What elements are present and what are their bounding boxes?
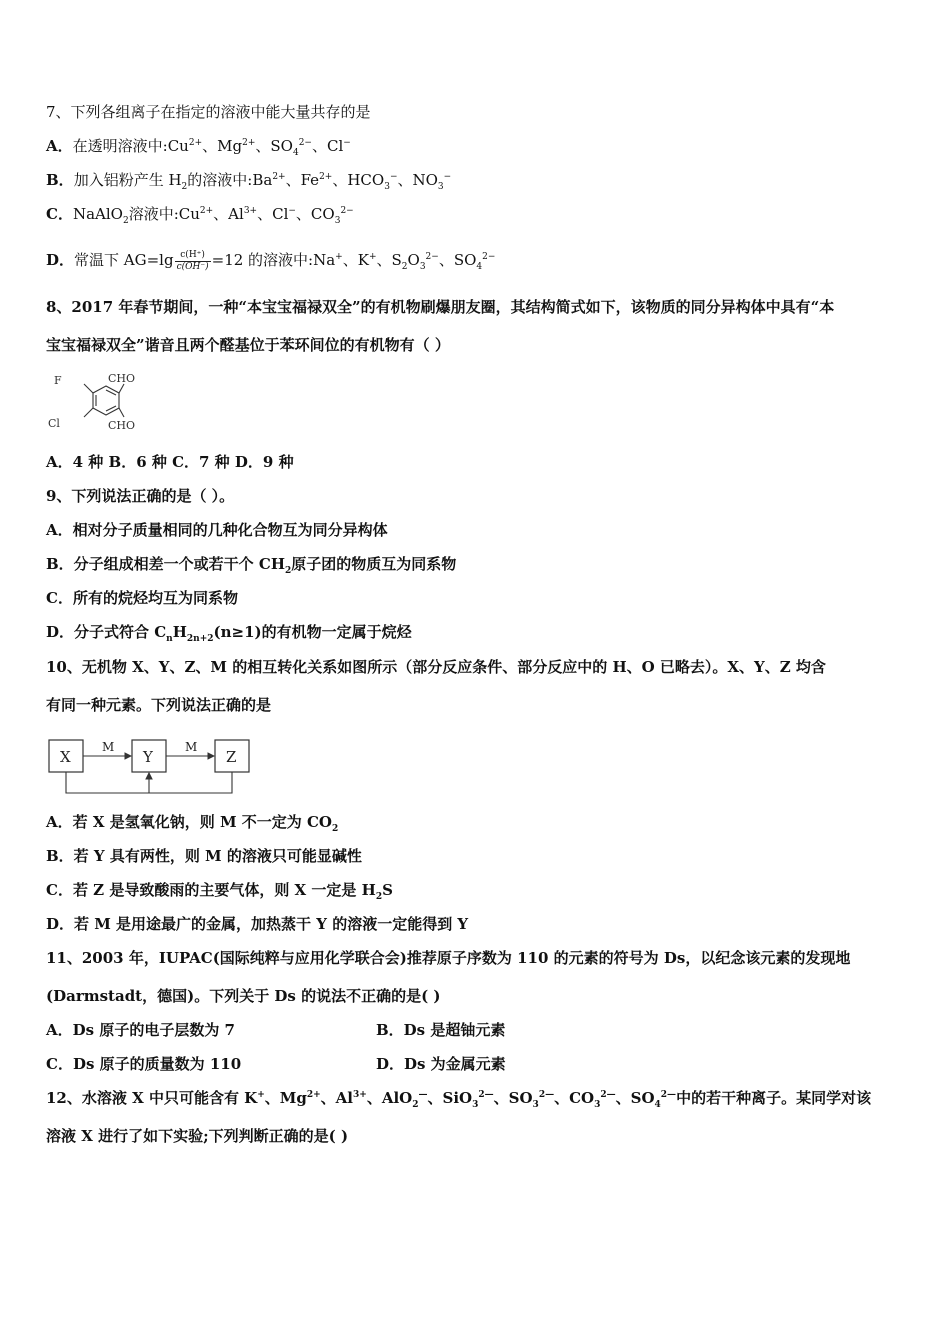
q10-option-b: B．若 Y 具有两性，则 M 的溶液只可能显碱性 xyxy=(46,847,362,865)
q8-stem-line2: 宝宝福禄双全”谐音且两个醛基位于苯环间位的有机物有（ ） xyxy=(46,336,450,354)
label-y: Y xyxy=(143,748,153,766)
reagent-m-1: M xyxy=(102,740,115,754)
label-x: X xyxy=(60,748,71,766)
q10-option-d: D．若 M 是用途最广的金属，加热蒸干 Y 的溶液一定能得到 Y xyxy=(46,915,469,933)
aldehyde-label-top: CHO xyxy=(108,372,136,385)
q7-option-d: D．常温下 AG=lg $\frac{c(H^+)}{c(OH^-)}$ =12 的溶液中:Na+、K+、$S_2O_3^{2-}$、$SO_4^{2-}$ xyxy=(46,249,496,272)
q11-stem-line2: (Darmstadt，德国)。下列关于 Ds 的说法不正确的是( ) xyxy=(46,987,441,1005)
fluorine-label: F xyxy=(54,374,62,387)
q8-stem-line1: 8、2017 年春节期间，一种“本宝宝福禄双全”的有机物刷爆朋友圈，其结构简式如下，该物质的同分异构体中具有“本 xyxy=(46,298,835,316)
q7-stem: 7、下列各组离子在指定的溶液中能大量共存的是 xyxy=(46,103,371,121)
reagent-m-2: M xyxy=(185,740,198,754)
chlorine-label: Cl xyxy=(48,417,60,430)
benzene-ring xyxy=(84,384,124,417)
q11-stem-line1: 11、2003 年，IUPAC(国际纯粹与应用化学联合会)推荐原子序数为 110 的元素的符号为 Ds，以纪念该元素的发现地 xyxy=(46,949,851,967)
q9-stem: 9、下列说法正确的是（ ）。 xyxy=(46,487,235,505)
q7-option-b: B．加入铝粉产生 $H_2$的溶液中$:Ba^{2+}$、$Fe^{2+}$、$HCO_3^-$、$NO_3^-$ xyxy=(46,171,452,192)
q10-option-a: A．若 X 是氢氧化钠，则 M 不一定为 $CO_2$ xyxy=(46,813,339,834)
q8-structure-figure xyxy=(44,368,144,436)
label-z: Z xyxy=(226,748,237,766)
q8-options: A．4 种 B．6 种 C．7 种 D．9 种 xyxy=(46,453,294,471)
q11-option-b: B．Ds 是超铀元素 xyxy=(376,1021,506,1039)
q12-stem-line1: 12、水溶液 X 中只可能含有 K+、$Mg^{2+}$、$Al^{3+}$、AlO$_2$—、SiO$_3^{2—}$、$SO_3^{2—}$、$CO_3^{2—}$、$SO_4^{2—}$中的若干种离子。某同学对该 xyxy=(46,1089,872,1110)
q9-option-a: A．相对分子质量相同的几种化合物互为同分异构体 xyxy=(46,521,388,539)
q9-option-b: B．分子组成相差一个或若干个 $CH_2$原子团的物质互为同系物 xyxy=(46,555,457,576)
aldehyde-label-bottom: CHO xyxy=(108,419,136,432)
q10-option-c: C．若 Z 是导致酸雨的主要气体，则 X 一定是 $H_2S$ xyxy=(46,881,393,902)
ag-fraction: $\frac{c(H^+)}{c(OH^-)}$ xyxy=(176,249,209,272)
q7-option-c: C．NaAlO$_2$溶液中$:Cu^{2+}$、$Al^{3+}$、Cl−、$CO_3^{2-}$ xyxy=(46,205,354,226)
q10-conversion-diagram xyxy=(44,733,256,799)
q11-option-d: D．Ds 为金属元素 xyxy=(376,1055,506,1073)
q9-option-c: C．所有的烷烃均互为同系物 xyxy=(46,589,238,607)
q9-option-d: D．分子式符合 $C_nH_{2n+2}(n\ge 1)$的有机物一定属于烷烃 xyxy=(46,623,412,644)
q11-option-c: C．Ds 原子的质量数为 110 xyxy=(46,1055,242,1073)
q10-stem-line2: 有同一种元素。下列说法正确的是 xyxy=(46,696,272,714)
q7-option-a: A．在透明溶液中$:Cu^{2+}$、$Mg^{2+}$、$SO_4^{2-}$、Cl− xyxy=(46,137,351,158)
q12-stem-line2: 溶液 X 进行了如下实验;下列判断正确的是( ) xyxy=(46,1127,349,1145)
q10-stem-line1: 10、无机物 X、Y、Z、M 的相互转化关系如图所示（部分反应条件、部分反应中的 H、O 已略去）。X、Y、Z 均含 xyxy=(46,658,826,676)
q11-option-a: A．Ds 原子的电子层数为 7 xyxy=(46,1021,235,1039)
